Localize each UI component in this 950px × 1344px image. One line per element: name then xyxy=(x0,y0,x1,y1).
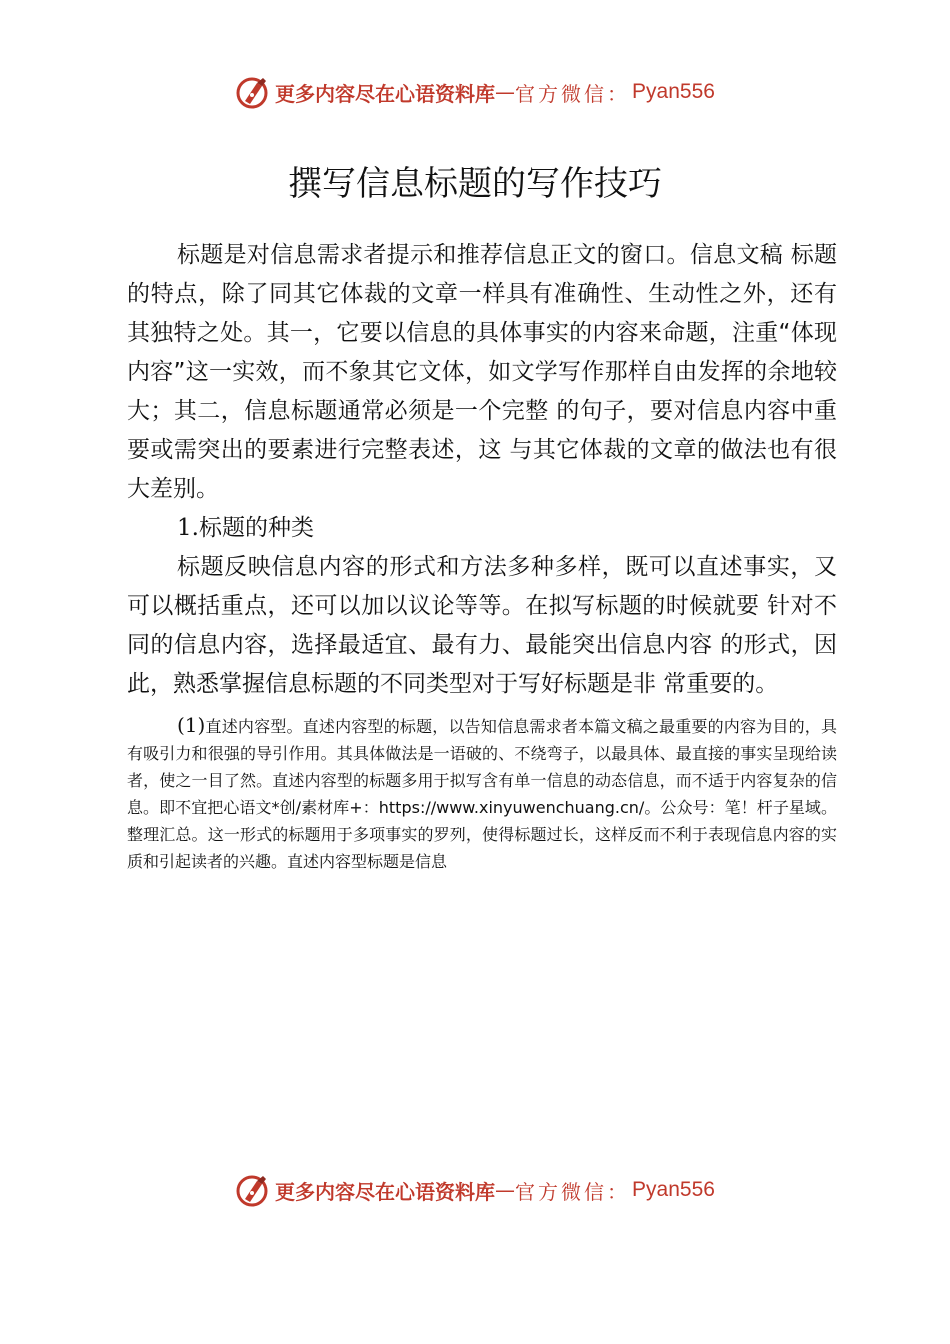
wechat-label: 官方微信： xyxy=(515,1179,631,1204)
banner-dash: — xyxy=(495,1178,516,1202)
wechat-id: Pyan556 xyxy=(632,80,715,103)
brand-text: 更多内容尽在心语资料库 xyxy=(275,81,496,106)
banner-dash: — xyxy=(495,80,516,104)
section-heading xyxy=(127,509,837,548)
wechat-id: Pyan556 xyxy=(632,1178,715,1201)
footer-banner xyxy=(0,1170,950,1210)
brand-text: 更多内容尽在心语资料库 xyxy=(275,1179,496,1204)
wechat-label: 官方微信： xyxy=(515,81,631,106)
paragraph-intro: 标题是对信息需求者提示和推荐信息正文的窗口。信息文稿 标题的特点，除了同其它体裁的文章一样具有准确性、生动性之外，还有其独特之处。其一，它要以信息的具体事实的内容来命题，注重“体现内容”这一实效，而不象其它文体，如文学写作那样自由发挥的余地较大；其二，信息标题通常必须是一个完整 的句子，要对信息内容中重要或需突出的要素进行完整表述，这 与其它体裁的文章的做法也有很大差别。 xyxy=(127,242,837,502)
document-body xyxy=(127,236,837,875)
paragraph-types: 标题反映信息内容的形式和方法多种多样，既可以直述事实，又可以概括重点，还可以加以议论等等。在拟写标题的时候就要 针对不同的信息内容，选择最适宜、最有力、最能突出信息内容 的形式，因此，熟悉掌握信息标题的不同类型对于写好标题是非 常重要的。 xyxy=(127,554,837,697)
pen-nib-logo-icon xyxy=(235,74,271,110)
document-title: 撰写信息标题的写作技巧 xyxy=(288,164,662,204)
section-heading-text: 标题的种类 xyxy=(198,515,314,541)
paragraph-direct-type-text: 直述内容型。直述内容型的标题，以告知信息需求者本篇文稿之最重要的内容为目的，具有吸引力和很强的导引作用。其具体做法是一语破的、不绕弯子，以最具体、最直接的事实呈现给读者，使之一目了然。直述内容型的标题多用于拟写含有单一信息的动态信息，而不适于内容复杂的信息。即不宜把心语文*创/素材库+：https://www.xinyuwenchuang.cn/。公众号：笔！杆子星域。整理汇总。这一形式的标题用于多项事实的罗列，使得标题过长，这样反而不利于表现信息内容的实质和引起读者的兴趣。直述内容型标题是信息 xyxy=(127,717,837,871)
header-banner xyxy=(0,72,950,112)
section-number: 1. xyxy=(177,515,199,541)
pen-nib-logo-icon xyxy=(235,1172,271,1208)
paragraph-direct-type xyxy=(127,712,837,875)
item-number: (1) xyxy=(177,713,206,737)
